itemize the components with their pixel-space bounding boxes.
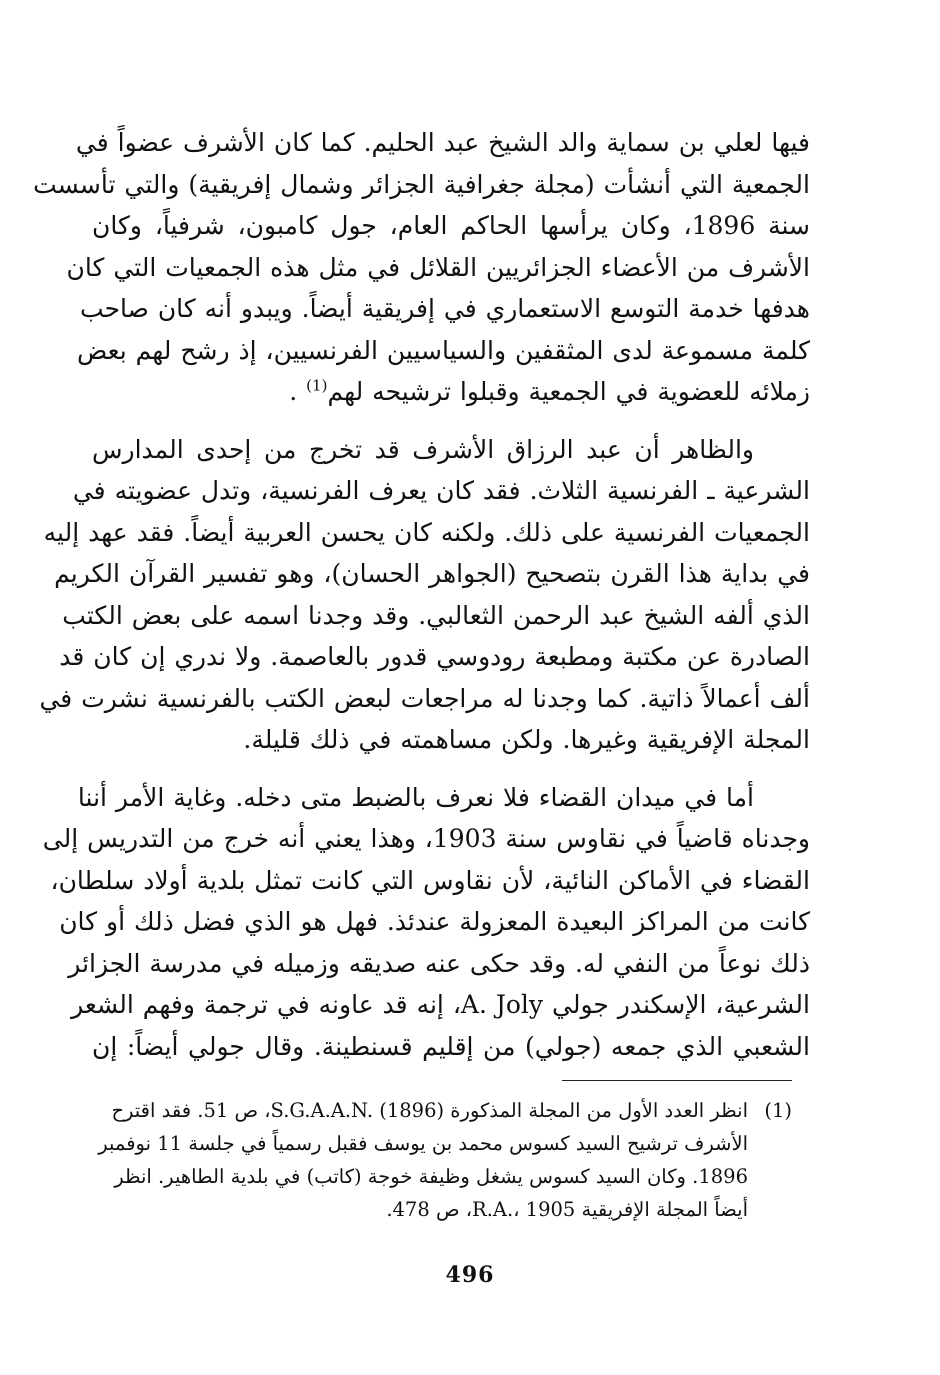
page-body [33, 122, 810, 1067]
text-line: في بداية هذا القرن بتصحيح (الجواهر الحسان)، وهو تفسير القرآن الكريم [54, 559, 810, 588]
text-line: كلمة مسموعة لدى المثقفين والسياسيين الفرنسيين، إذ رشح لهم بعض [77, 335, 810, 365]
footnote-divider [562, 1080, 792, 1081]
footnote-line: انظر العدد الأول من المجلة المذكورة S.G.A.A.N. (1896)، ص 51. فقد اقترح [111, 1099, 748, 1122]
footnote-line: الأشرف ترشيح السيد كسوس محمد بن يوسف فقبل رسمياً في جلسة 11 نوفمبر [98, 1132, 748, 1155]
text-line: هدفها خدمة التوسع الاستعماري في إفريقية أيضاً. ويبدو أنه كان صاحب [80, 294, 810, 323]
text-line: القضاء في الأماكن النائية، لأن نقاوس التي كانت تمثل بلدية أولاد سلطان، [50, 865, 810, 895]
text-line: أما في ميدان القضاء فلا نعرف بالضبط متى دخله. وغاية الأمر أننا [77, 782, 754, 812]
text-line: وجدناه قاضياً في نقاوس سنة 1903، وهذا يعني أنه خرج من التدريس إلى [42, 824, 810, 853]
text-line: المجلة الإفريقية وغيرها. ولكن مساهمته في ذلك قليلة. [243, 725, 810, 754]
footnote-marker: (1) [764, 1099, 792, 1122]
text-line: ذلك نوعاً من النفي له. وقد حكى عنه صديقه وزميله في مدرسة الجزائر [68, 948, 810, 978]
text-line: سنة 1896، وكان يرأسها الحاكم العام، جول كامبون، شرفياً، وكان [92, 211, 810, 240]
footnote-body [98, 1094, 792, 1226]
text-line: الشرعية، الإسكندر جولي A. Joly، إنه قد عاونه في ترجمة وفهم الشعر [71, 990, 810, 1019]
footnote-reference: (1) [306, 376, 328, 395]
text-line: والظاهر أن عبد الرزاق الأشرف قد تخرج من إحدى المدارس [92, 434, 754, 464]
text-line-content: زملائه للعضوية في الجمعية وقبلوا ترشيحه لهم [327, 377, 810, 406]
paragraph-3 [42, 777, 810, 1068]
paragraph-1 [33, 122, 810, 413]
footnote-line: 1896. وكان السيد كسوس يشغل وظيفة خوجة (كاتب) في بلدية الطاهير. انظر [114, 1165, 748, 1188]
text-line [92, 371, 810, 413]
text-line: فيها لعلي بن سماية والد الشيخ عبد الحليم. كما كان الأشرف عضواً في [75, 128, 810, 157]
text-line: الشرعية ـ الفرنسية الثلاث. فقد كان يعرف الفرنسية، وتدل عضويته في [72, 476, 810, 505]
footnote-line: أيضاً المجلة الإفريقية R.A.، 1905، ص 478. [386, 1198, 748, 1221]
text-line: ألف أعمالاً ذاتية. كما وجدنا له مراجعات لبعض الكتب بالفرنسية نشرت في [39, 683, 810, 713]
footnote [98, 1094, 792, 1226]
text-line: الجمعية التي أنشأت (مجلة جغرافية الجزائر وشمال إفريقية) والتي تأسست [33, 169, 810, 199]
text-line: كانت من المراكز البعيدة المعزولة عندئذ. فهل هو الذي فضل ذلك أو كان [59, 907, 810, 936]
page-number: 496 [445, 1262, 495, 1288]
sentence-end: . [289, 377, 298, 406]
text-line: الجمعيات الفرنسية على ذلك. ولكنه كان يحسن العربية أيضاً. فقد عهد إليه [43, 517, 810, 547]
text-line: الصادرة عن مكتبة ومطبعة رودوسي قدور بالعاصمة. ولا ندري إن كان قد [59, 642, 810, 671]
text-line: الذي ألفه الشيخ عبد الرحمن الثعالبي. وقد وجدنا اسمه على بعض الكتب [62, 600, 810, 630]
text-line: الأشرف من الأعضاء الجزائريين القلائل في مثل هذه الجمعيات التي كان [66, 252, 810, 282]
paragraph-2 [39, 429, 810, 761]
text-line: الشعبي الذي جمعه (جولي) من إقليم قسنطينة. وقال جولي أيضاً: إن [92, 1031, 810, 1061]
